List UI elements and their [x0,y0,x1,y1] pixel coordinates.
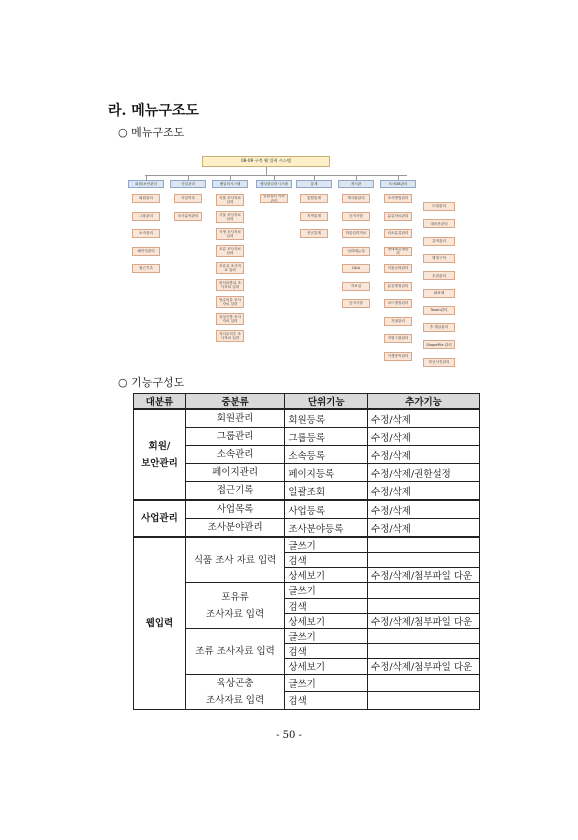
diagram-item: 일괄입력 자료관리 [260,194,288,203]
diagram-category: 사업관리 [170,180,206,188]
extra-cell [368,598,480,613]
extra-cell: 수정/삭제 [368,500,480,519]
feature-structure-subheading: ○ 기능구성도 [118,376,185,389]
diagram-item: 지형그룹관리 [384,334,412,343]
middle-cell: 그룹관리 [185,428,284,446]
diagram-item: 페이지관리 [132,247,160,256]
diagram-item: 지역통계 [300,212,328,221]
diagram-item: 우점관리 [423,271,455,280]
diagram-item: 자료실 [342,282,370,291]
unit-cell: 검색 [285,598,368,613]
diagram-item: 사업목록 [174,194,202,203]
table-row [134,583,480,598]
unit-cell: 소속등록 [285,446,368,464]
middle-cell: 소속관리 [185,446,284,464]
diagram-item: 종군통계 [300,229,328,238]
diagram-item: 의소분류관리 [384,229,412,238]
unit-cell: 검색 [285,692,368,710]
page-number: - 50 - [276,730,302,741]
extra-cell: 수정/삭제 [368,428,480,446]
extra-cell [368,583,480,598]
diagram-item: 입력매뉴얼 [342,247,370,256]
table-row [134,446,480,464]
connector [145,175,407,176]
diagram-item: 그룹관리 [132,212,160,221]
extra-cell: 수정/삭제 [368,482,480,501]
unit-cell: 그룹등록 [285,428,368,446]
middle-cell: 식품 조사 자료 입력 [185,537,284,583]
diagram-item: 소속관리 [132,229,160,238]
diagram-item: 공지사항 [342,299,370,308]
unit-cell: 글쓰기 [285,537,368,553]
major-cell: 사업관리 [134,500,186,537]
diagram-category: 회원/보안관리 [128,180,164,188]
unit-cell: 글쓰기 [285,674,368,692]
extra-cell: 수정/삭제/첨부파일 다운 [368,659,480,674]
diagram-item: 육상곤충 조사자료 입력 [216,313,244,325]
table-row [134,409,480,428]
table-row [134,464,480,482]
section-heading: 라. 메뉴구조도 [108,103,199,119]
unit-cell: 회원등록 [285,409,368,428]
menu-structure-diagram [118,150,480,368]
unit-cell: 글쓰기 [285,583,368,598]
diagram-item: 식품 조사자료 입력 [216,194,244,206]
diagram-item: 조사분야관리 [174,212,202,221]
diagram-item: 코드명칭관리 [384,299,412,308]
extra-cell [368,692,480,710]
middle-cell: 조사분야관리 [185,519,284,538]
major-cell: 회원/ 보안관리 [134,409,186,500]
diagram-item: 도엽관리 [423,202,455,211]
diagram-item: 종 계급관리 [423,323,455,332]
diagram-category: 게시판 [338,180,374,188]
diagram-item: 유역관리 [423,237,455,246]
diagram-item: 식생종목관리 [384,352,412,361]
diagram-item: 대표산관리 [423,219,455,228]
diagram-item: 분류명칭관리 [384,282,412,291]
header-unit: 단위기능 [285,394,368,410]
unit-cell: 사업등록 [285,500,368,519]
diagram-item: 통합통계 [300,194,328,203]
middle-cell: 페이지관리 [185,464,284,482]
unit-cell: 상세보기 [285,568,368,583]
middle-cell: 회원관리 [185,409,284,428]
diagram-item: 양서파충류 조사자료 입력 [216,279,244,291]
table-row [134,519,480,538]
extra-cell: 수정/삭제/첨부파일 다운 [368,613,480,628]
connector [266,167,267,175]
table-row [134,674,480,692]
extra-cell [368,553,480,568]
diagram-category: 웹입력시스템 [212,180,248,188]
diagram-item: 접근기록 [132,264,160,273]
extra-cell: 수정/삭제 [368,446,480,464]
unit-cell: 상세보기 [285,613,368,628]
unit-cell: 조사분야등록 [285,519,368,538]
diagram-item: 항공사진관리 [423,358,455,367]
extra-cell: 수정/삭제/첨부파일 다운 [368,568,480,583]
diagram-item: 게시판관리 [342,194,370,203]
diagram-root: 08-09 구축 웹 입력 시스템 [202,156,330,167]
header-middle: 중분류 [185,394,284,410]
extra-cell: 수정/삭제 [368,519,480,538]
diagram-item: 분류자료관리 [384,212,412,221]
major-cell: 웹입력 [134,537,186,709]
diagram-item: 지형관리 [384,317,412,326]
middle-cell: 사업목록 [185,500,284,519]
diagram-item: 좌표계 [423,289,455,298]
diagram-category: 조사DB관리 [380,180,416,188]
header-extra: 추가기능 [368,394,480,410]
diagram-item: 식생 조사자료 입력 [216,228,244,240]
unit-cell: 검색 [285,644,368,659]
diagram-item: 행정구역 [423,254,455,263]
diagram-item: 생태계유형관리 [384,247,412,256]
unit-cell: 상세보기 [285,659,368,674]
menu-structure-subheading: ○ 메뉴구조도 [118,126,185,139]
diagram-item: Q&A [342,264,370,273]
diagram-item: 포유류 조사자료 입력 [216,262,244,274]
unit-cell: 글쓰기 [285,628,368,643]
diagram-item: 공지사항 [342,212,370,221]
middle-cell: 육상곤충 조사자료 입력 [185,674,284,709]
unit-cell: 검색 [285,553,368,568]
table-row [134,537,480,553]
middle-cell: 조류 조사자료 입력 [185,628,284,674]
unit-cell: 페이지등록 [285,464,368,482]
header-major: 대분류 [134,394,186,410]
diagram-item: 회원관리 [132,194,160,203]
middle-cell: 포유류 조사자료 입력 [185,583,284,629]
diagram-item: Toxon관리 [423,306,455,315]
extra-cell [368,674,480,692]
diagram-item: ShapeFile 관리 [423,340,455,349]
extra-cell [368,644,480,659]
diagram-item: 조류 조사자료 입력 [216,245,244,257]
diagram-item: 담수어류 조사자료 입력 [216,296,244,308]
extra-cell: 수정/삭제/권한설정 [368,464,480,482]
diagram-category: 통계 [296,180,332,188]
extra-cell [368,628,480,643]
diagram-item: 식물군락관리 [384,264,412,273]
feature-table [133,393,480,710]
diagram-category: 웹일괄입력시스템 [256,180,292,188]
diagram-item: 저서무척추 조사자료 입력 [216,330,244,342]
table-row [134,482,480,501]
diagram-item: 조사방법관리 [384,194,412,203]
table-row [134,500,480,519]
table-row [134,628,480,643]
unit-cell: 일괄조회 [285,482,368,501]
extra-cell [368,537,480,553]
extra-cell: 수정/삭제 [368,409,480,428]
diagram-item: 식물 조사자료 입력 [216,211,244,223]
diagram-item: 학술입력자료 [342,229,370,238]
middle-cell: 접근기록 [185,482,284,501]
table-row [134,428,480,446]
